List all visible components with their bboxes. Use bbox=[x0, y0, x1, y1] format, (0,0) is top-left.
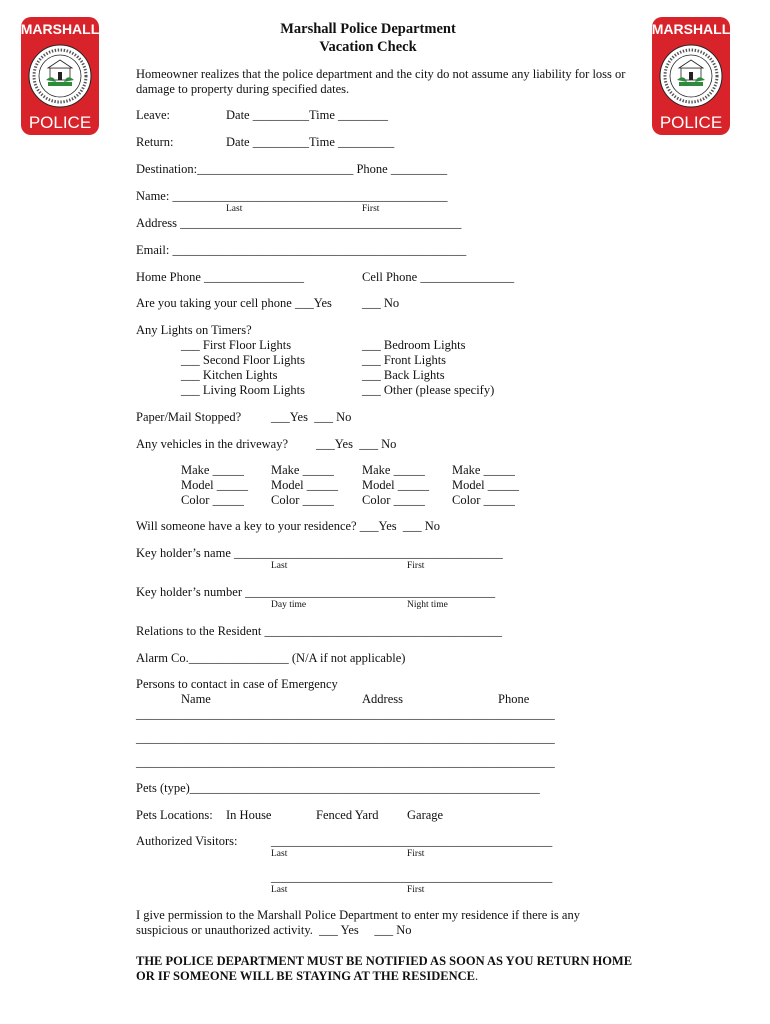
light-option[interactable]: ___ First Floor Lights bbox=[181, 338, 292, 352]
svg-text:MARSHALL: MARSHALL bbox=[20, 21, 100, 37]
light-option[interactable]: ___ Second Floor Lights bbox=[181, 353, 305, 367]
pets-location-fenced-yard[interactable]: Fenced Yard bbox=[316, 808, 379, 822]
light-option[interactable]: ___ Front Lights bbox=[362, 353, 447, 367]
home-phone-field[interactable]: Home Phone ________________ bbox=[136, 270, 305, 284]
cell-phone-no-option[interactable]: ___ No bbox=[362, 296, 400, 310]
email-field[interactable]: Email: _______________________________________________ bbox=[136, 243, 467, 257]
key-holder-first-caption: First bbox=[407, 561, 425, 571]
leave-field[interactable]: Date _________Time ________ bbox=[226, 108, 389, 122]
pets-locations-label: Pets Locations: bbox=[136, 808, 213, 822]
vehicle-color[interactable]: Color _____ bbox=[181, 493, 244, 507]
visitor-last-caption: Last bbox=[271, 849, 288, 859]
pets-location-garage[interactable]: Garage bbox=[407, 808, 444, 822]
emergency-line[interactable]: ___________________________________________________________________ bbox=[136, 707, 555, 721]
mail-stopped-options[interactable]: ___Yes ___ No bbox=[271, 410, 352, 424]
relations-field[interactable]: Relations to the Resident ______________________________________ bbox=[136, 624, 502, 638]
return-field[interactable]: Date _________Time _________ bbox=[226, 135, 395, 149]
authorized-visitor-line[interactable]: _____________________________________________ bbox=[271, 870, 553, 884]
light-option[interactable]: ___ Other (please specify) bbox=[362, 383, 495, 397]
name-field[interactable]: Name: ____________________________________________ bbox=[136, 189, 448, 203]
vehicles-label: Any vehicles in the driveway? bbox=[136, 437, 289, 451]
lights-heading: Any Lights on Timers? bbox=[136, 323, 252, 337]
name-last-caption: Last bbox=[226, 204, 243, 214]
light-option[interactable]: ___ Living Room Lights bbox=[181, 383, 305, 397]
permission-line-1: I give permission to the Marshall Police Department to enter my residence if there is any bbox=[136, 908, 580, 922]
return-label: Return: bbox=[136, 135, 174, 149]
vehicle-model[interactable]: Model _____ bbox=[362, 478, 430, 492]
key-holder-name-field[interactable]: Key holder’s name ___________________________________________ bbox=[136, 546, 503, 560]
emergency-col-address: Address bbox=[362, 692, 403, 706]
mail-stopped-label: Paper/Mail Stopped? bbox=[136, 410, 242, 424]
vehicles-options[interactable]: ___Yes ___ No bbox=[316, 437, 397, 451]
visitor-first-caption: First bbox=[407, 885, 425, 895]
intro-line-2: damage to property during specified dates. bbox=[136, 82, 350, 96]
svg-text:POLICE: POLICE bbox=[28, 113, 92, 132]
authorized-visitor-line[interactable]: _____________________________________________ bbox=[271, 834, 553, 848]
vehicle-color[interactable]: Color _____ bbox=[362, 493, 425, 507]
vehicle-model[interactable]: Model _____ bbox=[452, 478, 520, 492]
key-question[interactable]: Will someone have a key to your residence? ___Yes ___ No bbox=[136, 519, 441, 533]
emergency-col-name: Name bbox=[181, 692, 211, 706]
permission-line-2[interactable]: suspicious or unauthorized activity. ___ Yes ___ No bbox=[136, 923, 412, 937]
notice-line-1: THE POLICE DEPARTMENT MUST BE NOTIFIED AS SOON AS YOU RETURN HOME bbox=[136, 954, 633, 968]
leave-label: Leave: bbox=[136, 108, 171, 122]
address-field[interactable]: Address _____________________________________________ bbox=[136, 216, 462, 230]
cell-phone-field[interactable]: Cell Phone _______________ bbox=[362, 270, 515, 284]
svg-text:POLICE: POLICE bbox=[659, 113, 723, 132]
notice-period: . bbox=[475, 969, 479, 983]
vehicle-color[interactable]: Color _____ bbox=[452, 493, 515, 507]
alarm-company-field[interactable]: Alarm Co.________________ (N/A if not applicable) bbox=[136, 651, 406, 665]
vehicle-color[interactable]: Color _____ bbox=[271, 493, 334, 507]
vehicle-model[interactable]: Model _____ bbox=[271, 478, 339, 492]
vehicle-make[interactable]: Make _____ bbox=[452, 463, 515, 477]
notice-line-2-text: OR IF SOMEONE WILL BE STAYING AT THE RESIDENCE bbox=[136, 969, 475, 983]
name-first-caption: First bbox=[362, 204, 380, 214]
light-option[interactable]: ___ Kitchen Lights bbox=[181, 368, 278, 382]
emergency-col-phone: Phone bbox=[498, 692, 530, 706]
intro-line-1: Homeowner realizes that the police department and the city do not assume any liability for loss or bbox=[136, 67, 626, 81]
destination-field[interactable]: Destination:_________________________ Phone _________ bbox=[136, 162, 448, 176]
key-holder-number-field[interactable]: Key holder’s number ________________________________________ bbox=[136, 585, 496, 599]
form-title: Marshall Police Department bbox=[280, 21, 456, 37]
vehicle-make[interactable]: Make _____ bbox=[181, 463, 244, 477]
key-holder-last-caption: Last bbox=[271, 561, 288, 571]
visitor-last-caption: Last bbox=[271, 885, 288, 895]
cell-phone-question[interactable]: Are you taking your cell phone ___Yes bbox=[136, 296, 332, 310]
light-option[interactable]: ___ Back Lights bbox=[362, 368, 445, 382]
key-holder-day-caption: Day time bbox=[271, 600, 307, 610]
light-option[interactable]: ___ Bedroom Lights bbox=[362, 338, 466, 352]
vehicle-make[interactable]: Make _____ bbox=[271, 463, 334, 477]
pets-location-in-house[interactable]: In House bbox=[226, 808, 272, 822]
vehicle-model[interactable]: Model _____ bbox=[181, 478, 249, 492]
svg-text:MARSHALL: MARSHALL bbox=[651, 21, 731, 37]
emergency-line[interactable]: ___________________________________________________________________ bbox=[136, 755, 555, 769]
emergency-heading: Persons to contact in case of Emergency bbox=[136, 677, 338, 691]
vehicle-make[interactable]: Make _____ bbox=[362, 463, 425, 477]
pets-type-field[interactable]: Pets (type)________________________________________________________ bbox=[136, 781, 540, 795]
notice-line-2 bbox=[136, 969, 478, 984]
form-subtitle: Vacation Check bbox=[319, 39, 417, 55]
authorized-visitors-label: Authorized Visitors: bbox=[136, 834, 238, 848]
emergency-line[interactable]: ___________________________________________________________________ bbox=[136, 731, 555, 745]
visitor-first-caption: First bbox=[407, 849, 425, 859]
key-holder-night-caption: Night time bbox=[407, 600, 448, 610]
